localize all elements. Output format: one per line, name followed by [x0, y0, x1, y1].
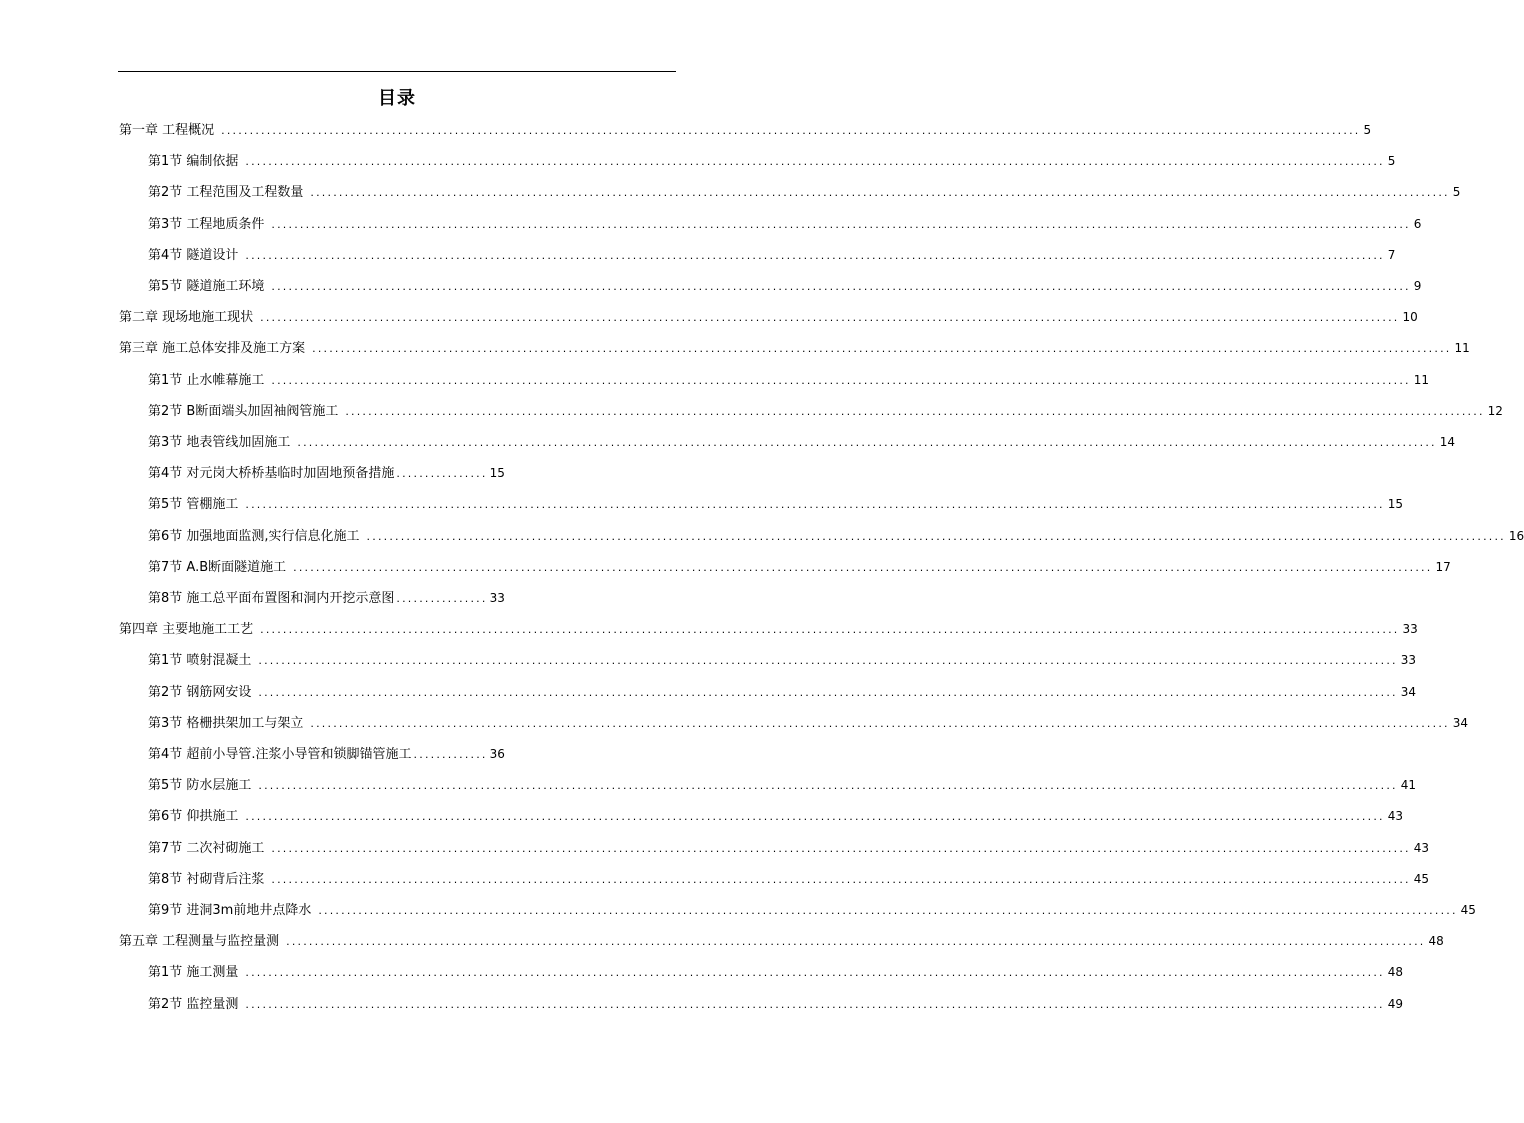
toc-entry-label: 第4节 隧道设计 — [148, 247, 239, 263]
toc-chapter-entry[interactable] — [119, 120, 1372, 140]
toc-entry-label: 第二章 现场地施工现状 — [119, 310, 254, 326]
toc-section-entry[interactable] — [148, 432, 1456, 452]
toc-page-number: 11 — [1454, 341, 1470, 356]
toc-entry-label: 第4节 对元岗大桥桥基临时加固地预备措施 — [148, 466, 395, 482]
toc-page-number: 43 — [1413, 840, 1430, 855]
toc-leader-dots: ................ — [396, 467, 488, 481]
toc-section-entry[interactable] — [148, 775, 1417, 795]
toc-entry-label: 第四章 主要地施工工艺 — [119, 622, 254, 638]
toc-page-number: 34 — [1452, 715, 1469, 730]
toc-entry-label: 第1节 施工测量 — [148, 965, 239, 981]
toc-entry-label: 第3节 格栅拱架加工与架立 — [148, 715, 304, 731]
toc-leader-dots: ........................................................................................................................................................................................................ — [310, 716, 1450, 730]
toc-leader-dots: ........................................................................................................................................................................................................ — [286, 935, 1426, 949]
toc-entry-label: 第7节 二次衬砌施工 — [148, 840, 265, 856]
toc-page-number: 17 — [1435, 559, 1451, 574]
toc-entry-label: 第5节 管棚施工 — [148, 497, 239, 513]
toc-page-number: 34 — [1400, 684, 1417, 699]
toc-chapter-entry[interactable] — [119, 307, 1418, 327]
toc-entry-label: 第5节 防水层施工 — [148, 778, 252, 794]
toc-leader-dots: ........................................................................................................................................................................................................ — [245, 498, 1385, 512]
toc-leader-dots: ........................................................................................................................................................................................................ — [245, 248, 1385, 262]
toc-leader-dots: ........................................................................................................................................................................................................ — [271, 217, 1411, 231]
toc-section-entry[interactable] — [148, 806, 1404, 826]
toc-leader-dots: ............. — [413, 748, 488, 761]
toc-page-number: 41 — [1400, 778, 1417, 793]
toc-leader-dots: ........................................................................................................................................................................................................ — [258, 779, 1398, 793]
toc-page-number: 33 — [1402, 622, 1418, 637]
toc-section-entry[interactable] — [148, 151, 1396, 171]
toc-entry-label: 第三章 施工总体安排及施工方案 — [119, 341, 306, 357]
toc-page-number: 12 — [1487, 403, 1503, 418]
toc-page-number: 33 — [1400, 653, 1417, 668]
toc-section-entry[interactable] — [148, 401, 1503, 421]
toc-leader-dots: ........................................................................................................................................................................................................ — [258, 685, 1398, 699]
toc-entry-label: 第五章 工程测量与监控量测 — [119, 934, 280, 950]
toc-leader-dots: ........................................................................................................................................................................................................ — [245, 810, 1385, 824]
toc-section-entry[interactable] — [148, 494, 1404, 514]
toc-section-entry[interactable] — [148, 588, 505, 608]
toc-entry-label: 第7节 A.B断面隧道施工 — [148, 559, 287, 575]
toc-section-entry[interactable] — [148, 276, 1422, 296]
toc-leader-dots: ........................................................................................................................................................................................................ — [271, 280, 1411, 293]
toc-leader-dots: ................ — [396, 592, 488, 605]
toc-leader-dots: ........................................................................................................................................................................................................ — [258, 654, 1398, 668]
toc-section-entry[interactable] — [148, 962, 1404, 982]
toc-page-number: 5 — [1452, 185, 1461, 200]
toc-section-entry[interactable] — [148, 463, 505, 483]
toc-section-entry[interactable] — [148, 526, 1524, 546]
toc-entry-label: 第2节 监控量测 — [148, 996, 239, 1012]
toc-entry-label: 第9节 进洞3m前地井点降水 — [148, 903, 312, 918]
toc-page-number: 48 — [1387, 965, 1404, 980]
toc-section-entry[interactable] — [148, 214, 1422, 234]
toc-leader-dots: ........................................................................................................................................................................................................ — [297, 436, 1437, 449]
toc-section-entry[interactable] — [148, 900, 1476, 920]
toc-entry-label: 第3节 地表管线加固施工 — [148, 435, 291, 450]
header-rule — [118, 71, 676, 72]
toc-page-number: 15 — [1387, 497, 1404, 512]
toc-page-number: 5 — [1363, 123, 1372, 137]
toc-entry-label: 第2节 钢筋网安设 — [148, 684, 252, 700]
toc-chapter-entry[interactable] — [119, 931, 1444, 951]
toc-page-number: 49 — [1387, 996, 1404, 1011]
toc-leader-dots: ........................................................................................................................................................................................................ — [366, 529, 1506, 543]
toc-page-number: 9 — [1413, 279, 1422, 293]
toc-section-entry[interactable] — [148, 557, 1451, 577]
toc-section-entry[interactable] — [148, 869, 1430, 889]
toc-section-entry[interactable] — [148, 182, 1461, 202]
toc-section-entry[interactable] — [148, 994, 1404, 1014]
toc-section-entry[interactable] — [148, 713, 1469, 733]
toc-page-number: 48 — [1428, 934, 1444, 949]
toc-entry-label: 第1节 止水帷幕施工 — [148, 372, 265, 388]
toc-page-number: 11 — [1413, 372, 1430, 387]
toc-entry-label: 第1节 喷射混凝土 — [148, 653, 252, 669]
toc-page-number: 5 — [1387, 154, 1396, 169]
toc-leader-dots: ........................................................................................................................................................................................................ — [345, 404, 1485, 418]
toc-leader-dots: ........................................................................................................................................................................................................ — [318, 904, 1458, 917]
toc-leader-dots: ........................................................................................................................................................................................................ — [271, 872, 1411, 886]
toc-entry-label: 第6节 仰拱施工 — [148, 809, 239, 825]
toc-entry-label: 第6节 加强地面监测,实行信息化施工 — [148, 528, 360, 544]
toc-section-entry[interactable] — [148, 682, 1417, 702]
toc-entry-label: 第4节 超前小导管.注浆小导管和锁脚锚管施工 — [148, 747, 412, 762]
toc-page-number: 16 — [1508, 528, 1524, 543]
toc-page-number: 45 — [1460, 903, 1476, 917]
toc-entry-label: 第5节 隧道施工环境 — [148, 279, 265, 294]
toc-page-number: 43 — [1387, 809, 1404, 824]
toc-page-number: 14 — [1439, 435, 1456, 449]
toc-entry-label: 第2节 工程范围及工程数量 — [148, 185, 304, 201]
toc-chapter-entry[interactable] — [119, 338, 1470, 358]
toc-leader-dots: ........................................................................................................................................................................................................ — [245, 155, 1385, 169]
toc-section-entry[interactable] — [148, 245, 1396, 265]
toc-leader-dots: ........................................................................................................................................................................................................ — [245, 997, 1385, 1011]
toc-page-number: 6 — [1413, 216, 1422, 231]
toc-leader-dots: ........................................................................................................................................................................................................ — [271, 373, 1411, 387]
toc-section-entry[interactable] — [148, 744, 505, 764]
toc-page-number: 10 — [1402, 310, 1418, 325]
toc-page-number: 36 — [489, 747, 505, 761]
toc-leader-dots: ........................................................................................................................................................................................................ — [260, 311, 1400, 325]
toc-page-number: 7 — [1387, 247, 1396, 262]
toc-chapter-entry[interactable] — [119, 619, 1418, 639]
toc-entry-label: 第8节 施工总平面布置图和洞内开挖示意图 — [148, 591, 395, 606]
toc-leader-dots: ........................................................................................................................................................................................................ — [260, 623, 1400, 637]
toc-page-number: 33 — [489, 591, 505, 605]
toc-leader-dots: ........................................................................................................................................................................................................ — [245, 966, 1385, 980]
toc-leader-dots: ........................................................................................................................................................................................................ — [293, 560, 1433, 574]
toc-leader-dots: ........................................................................................................................................................................................................ — [271, 841, 1411, 855]
toc-leader-dots: ........................................................................................................................................................................................................ — [310, 186, 1450, 200]
toc-page-number: 45 — [1413, 871, 1430, 886]
toc-leader-dots: ........................................................................................................................................................................................................ — [312, 342, 1452, 356]
toc-page-number: 15 — [489, 466, 505, 481]
toc-entry-label: 第2节 B断面端头加固袖阀管施工 — [148, 403, 339, 419]
toc-leader-dots: ........................................................................................................................................................................................................ — [221, 124, 1361, 137]
toc-entry-label: 第1节 编制依据 — [148, 154, 239, 170]
toc-entry-label: 第8节 衬砌背后注浆 — [148, 871, 265, 887]
toc-section-entry[interactable] — [148, 838, 1430, 858]
toc-entry-label: 第一章 工程概况 — [119, 123, 215, 138]
toc-section-entry[interactable] — [148, 370, 1430, 390]
page-title: 目录 — [378, 88, 416, 109]
toc-section-entry[interactable] — [148, 650, 1417, 670]
toc-entry-label: 第3节 工程地质条件 — [148, 216, 265, 232]
